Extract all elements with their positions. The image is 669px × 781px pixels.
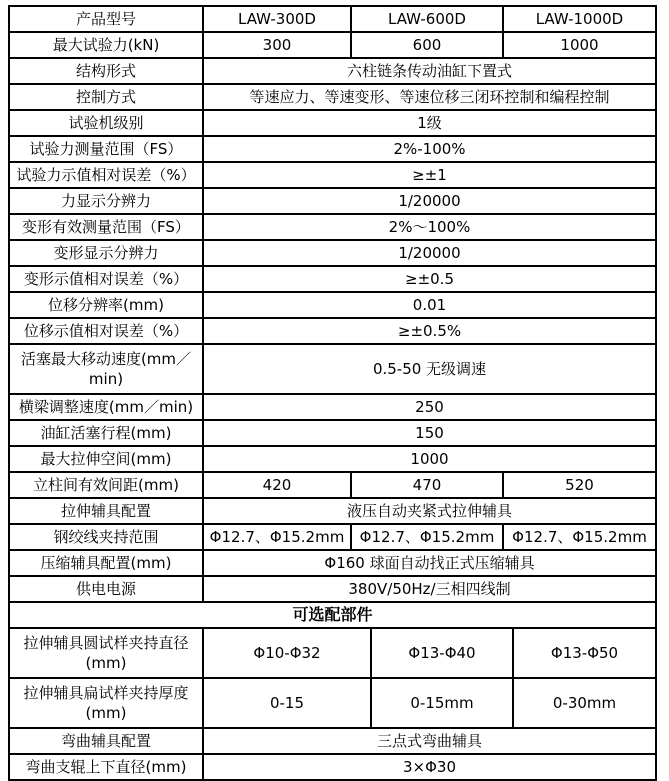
spec-value-cell: 300	[203, 32, 351, 58]
spec-label-cell: 结构形式	[9, 58, 203, 84]
table-row	[9, 550, 656, 576]
spec-label-cell: 拉伸辅具扁试样夹持厚度(mm)	[9, 678, 203, 728]
table-row	[9, 318, 656, 344]
table-row	[9, 266, 656, 292]
table-row	[9, 472, 656, 498]
spec-label-cell: 试验机级别	[9, 110, 203, 136]
table-row	[9, 292, 656, 318]
spec-value-cell: 2%-100%	[203, 136, 656, 162]
table-row	[9, 728, 656, 754]
table-row	[9, 162, 656, 188]
spec-table-main	[8, 5, 657, 629]
spec-label-cell: 压缩辅具配置(mm)	[9, 550, 203, 576]
spec-value-cell: 600	[351, 32, 503, 58]
spec-value-cell: 0-15	[203, 678, 371, 728]
spec-value-cell: 470	[351, 472, 503, 498]
spec-label-cell: 位移分辨率(mm)	[9, 292, 203, 318]
spec-value-cell: 0.5-50 无级调速	[203, 344, 656, 394]
spec-label-cell: 最大拉伸空间(mm)	[9, 446, 203, 472]
table-row	[9, 240, 656, 266]
spec-value-cell: 0-15mm	[371, 678, 513, 728]
table-row	[9, 678, 656, 728]
spec-label-cell: 产品型号	[9, 6, 203, 32]
spec-value-cell: LAW-1000D	[503, 6, 656, 32]
table-row	[9, 6, 656, 32]
table-row	[9, 446, 656, 472]
spec-label-cell: 拉伸辅具圆试样夹持直径(mm)	[9, 628, 203, 678]
spec-value-cell: ≥±1	[203, 162, 656, 188]
spec-label-cell: 横梁调整速度(mm／min)	[9, 394, 203, 420]
table-row	[9, 394, 656, 420]
table-row	[9, 84, 656, 110]
table-row	[9, 576, 656, 602]
spec-value-cell: 420	[203, 472, 351, 498]
table-row	[9, 524, 656, 550]
spec-value-cell: LAW-600D	[351, 6, 503, 32]
spec-label-cell: 变形显示分辨力	[9, 240, 203, 266]
spec-value-cell: Φ13-Φ40	[371, 628, 513, 678]
spec-label-cell: 立柱间有效间距(mm)	[9, 472, 203, 498]
spec-value-cell: Φ10-Φ32	[203, 628, 371, 678]
spec-value-cell: 380V/50Hz/三相四线制	[203, 576, 656, 602]
table-row	[9, 628, 656, 678]
spec-label-cell: 拉伸辅具配置	[9, 498, 203, 524]
spec-label-cell: 位移示值相对误差（%）	[9, 318, 203, 344]
main-tbody	[9, 6, 656, 628]
table-row	[9, 420, 656, 446]
spec-label-cell: 变形示值相对误差（%）	[9, 266, 203, 292]
optional-tbody	[9, 628, 656, 780]
spec-value-cell: 1000	[503, 32, 656, 58]
spec-label-cell: 弯曲支辊上下直径(mm)	[9, 754, 203, 780]
spec-value-cell: ≥±0.5	[203, 266, 656, 292]
spec-label-cell: 控制方式	[9, 84, 203, 110]
table-row	[9, 602, 656, 628]
spec-value-cell: Φ13-Φ50	[513, 628, 656, 678]
spec-value-cell: Φ12.7、Φ15.2mm	[503, 524, 656, 550]
table-row	[9, 136, 656, 162]
spec-label-cell: 油缸活塞行程(mm)	[9, 420, 203, 446]
spec-value-cell: 1/20000	[203, 240, 656, 266]
spec-value-cell: 150	[203, 420, 656, 446]
spec-label-cell: 活塞最大移动速度(mm／min)	[9, 344, 203, 394]
spec-value-cell: 等速应力、等速变形、等速位移三闭环控制和编程控制	[203, 84, 656, 110]
spec-value-cell: 1级	[203, 110, 656, 136]
spec-value-cell: 液压自动夹紧式拉伸辅具	[203, 498, 656, 524]
spec-label-cell: 力显示分辨力	[9, 188, 203, 214]
spec-value-cell: 520	[503, 472, 656, 498]
spec-value-cell: 250	[203, 394, 656, 420]
table-row	[9, 754, 656, 780]
table-row	[9, 214, 656, 240]
spec-label-cell: 变形有效测量范围（FS）	[9, 214, 203, 240]
spec-value-cell: LAW-300D	[203, 6, 351, 32]
spec-value-cell: Φ12.7、Φ15.2mm	[351, 524, 503, 550]
spec-label-cell: 弯曲辅具配置	[9, 728, 203, 754]
spec-label-cell: 试验力示值相对误差（%）	[9, 162, 203, 188]
spec-value-cell: Φ160 球面自动找正式压缩辅具	[203, 550, 656, 576]
spec-value-cell: 1/20000	[203, 188, 656, 214]
spec-value-cell: 3×Φ30	[203, 754, 656, 780]
spec-value-cell: Φ12.7、Φ15.2mm	[203, 524, 351, 550]
spec-value-cell: 0-30mm	[513, 678, 656, 728]
spec-value-cell: 1000	[203, 446, 656, 472]
table-row	[9, 188, 656, 214]
table-row	[9, 32, 656, 58]
table-row	[9, 58, 656, 84]
spec-label-cell: 供电电源	[9, 576, 203, 602]
spec-value-cell: 六柱链条传动油缸下置式	[203, 58, 656, 84]
spec-label-cell: 最大试验力(kN)	[9, 32, 203, 58]
spec-value-cell: 2%～100%	[203, 214, 656, 240]
spec-value-cell: 三点式弯曲辅具	[203, 728, 656, 754]
section-header: 可选配部件	[9, 602, 656, 628]
spec-value-cell: ≥±0.5%	[203, 318, 656, 344]
spec-label-cell: 试验力测量范围（FS）	[9, 136, 203, 162]
spec-label-cell: 钢绞线夹持范围	[9, 524, 203, 550]
spec-table-optional	[8, 627, 657, 781]
spec-value-cell: 0.01	[203, 292, 656, 318]
table-row	[9, 110, 656, 136]
table-row	[9, 498, 656, 524]
table-row	[9, 344, 656, 394]
